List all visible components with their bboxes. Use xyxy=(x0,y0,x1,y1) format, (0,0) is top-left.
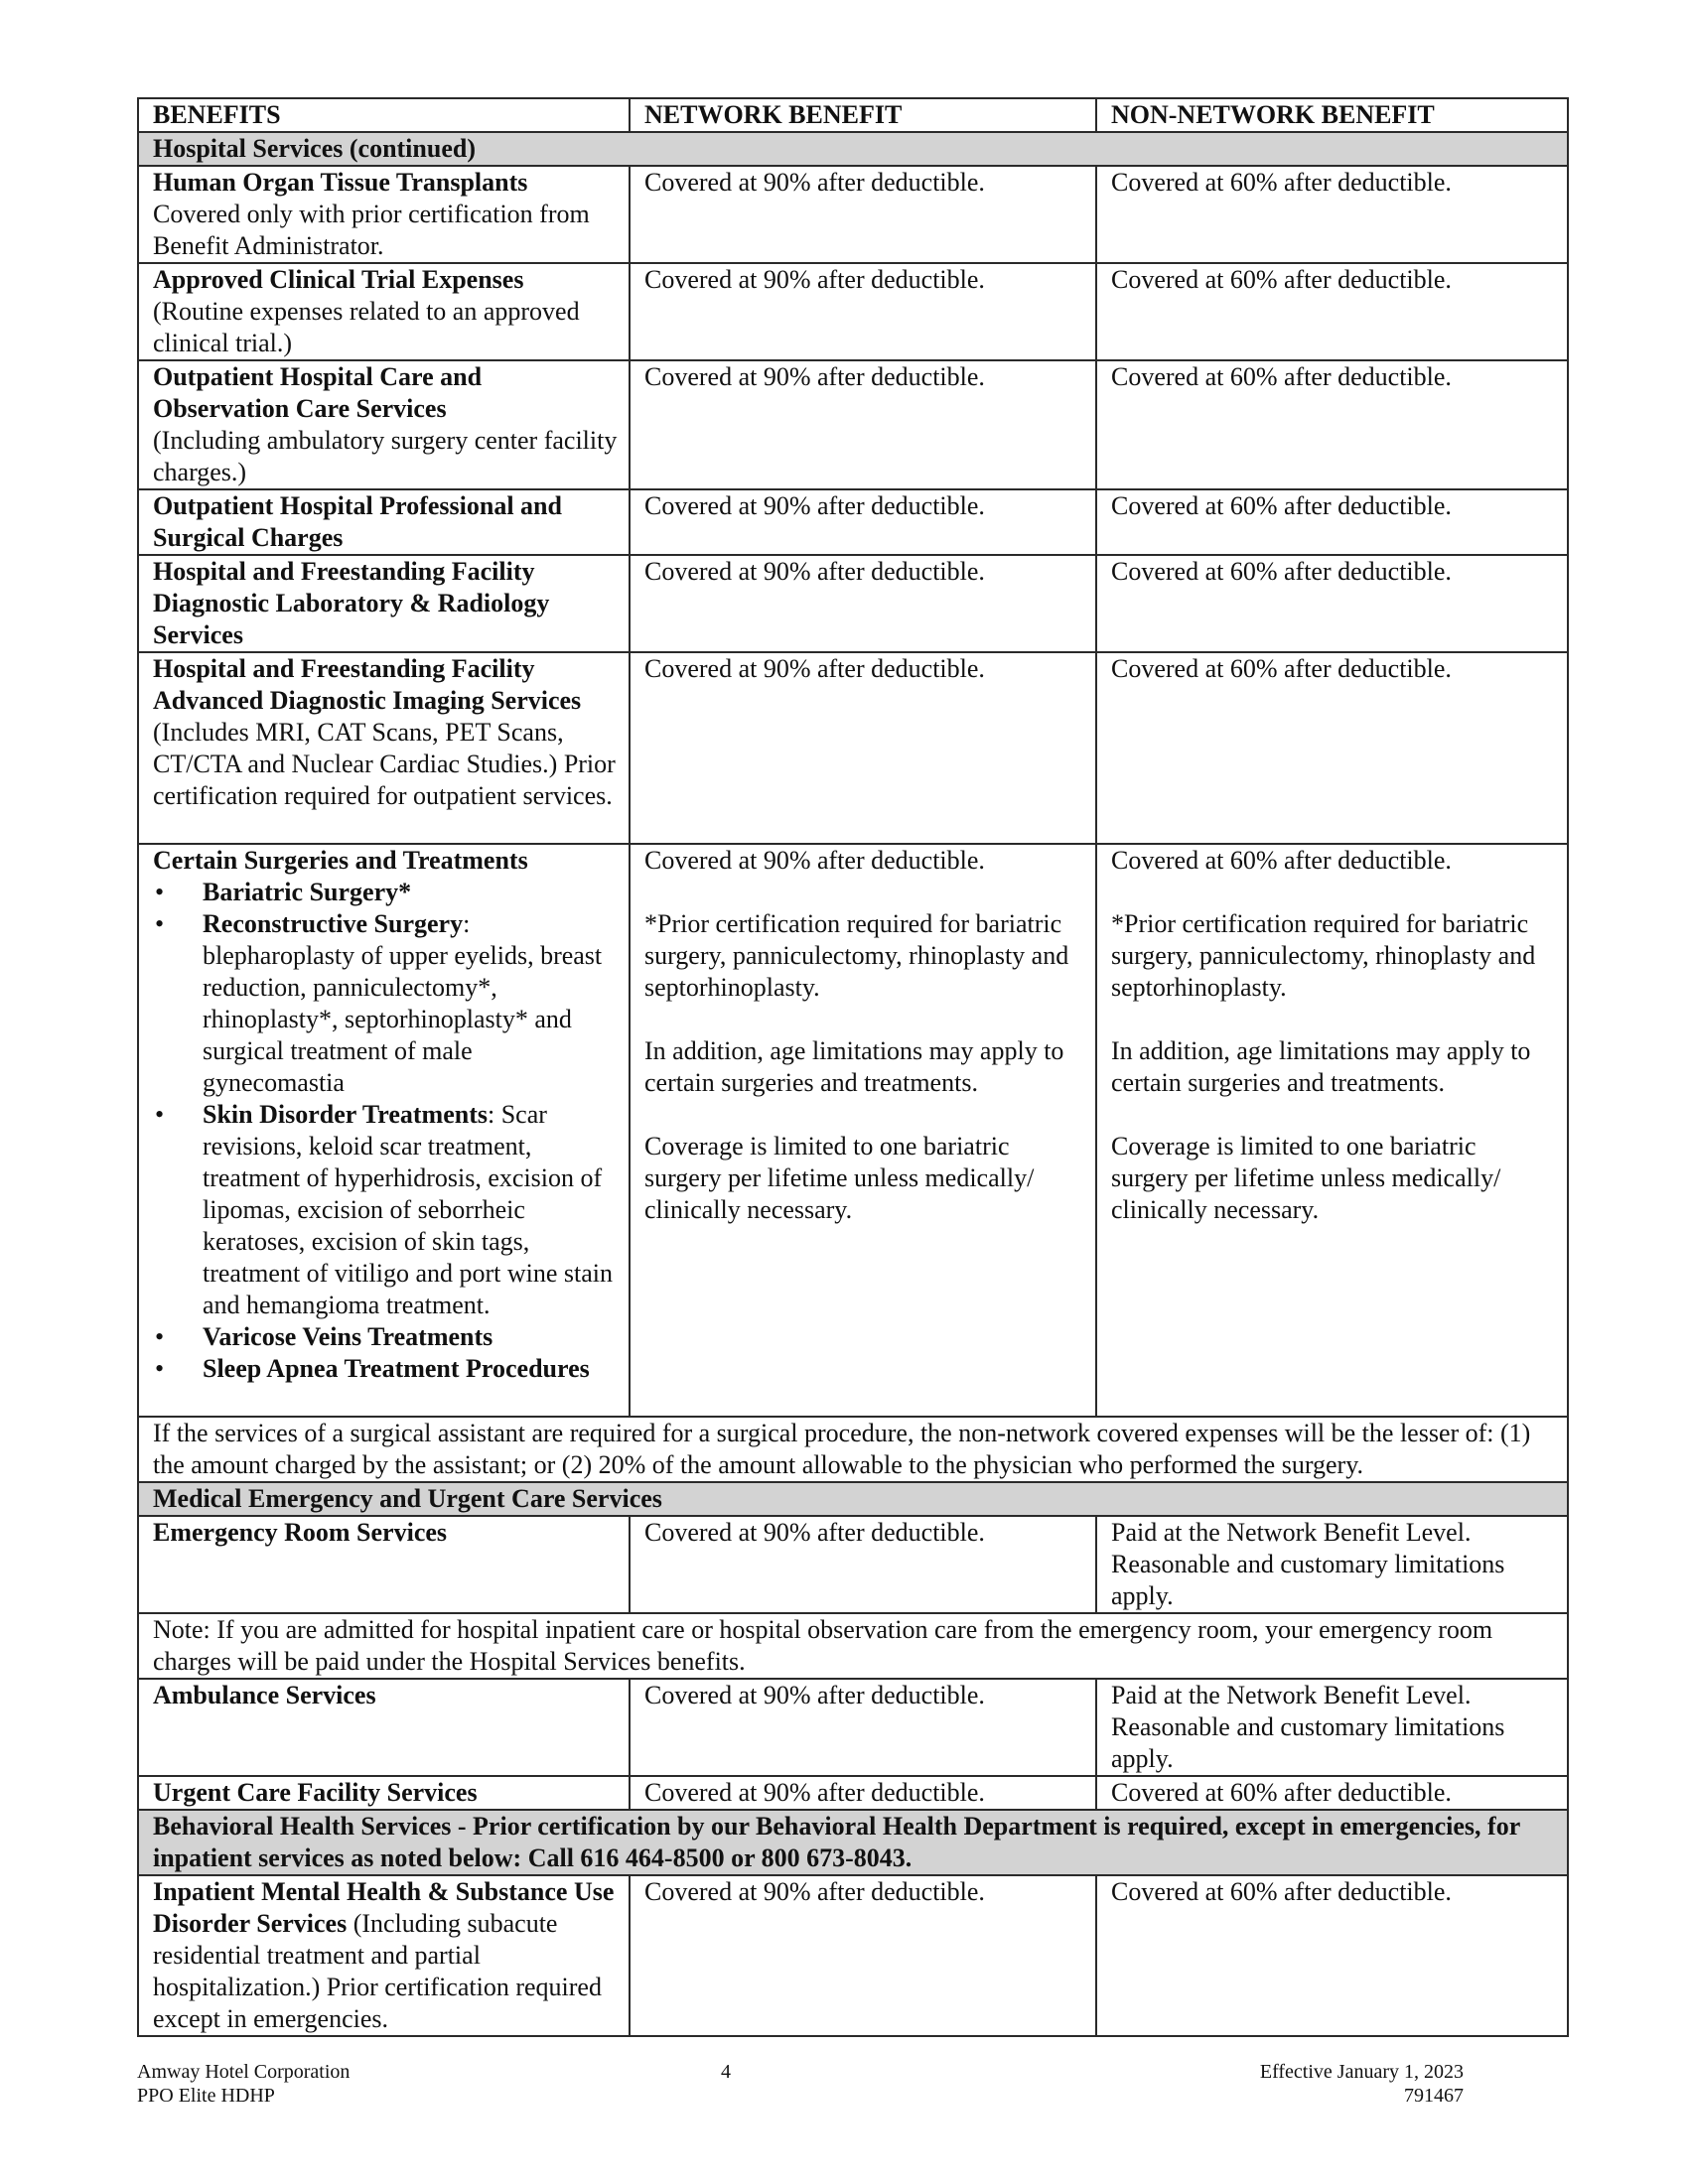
age-limit-note: In addition, age limitations may apply to certain surgeries and treatments. xyxy=(1111,1036,1531,1097)
prior-cert-note: *Prior certification required for bariatric surgery, panniculectomy, rhinoplasty and septorhinoplasty. xyxy=(644,909,1069,1002)
surgical-assistant-note: If the services of a surgical assistant are required for a surgical procedure, the non-network covered expenses will be the lesser of: (1) the amount charged by the assistant; or (2) 20% of the amount allowable to the physician who performed the surgery. xyxy=(138,1417,1568,1482)
non-network-cell: Paid at the Network Benefit Level. Reasonable and customary limitations apply. xyxy=(1096,1516,1568,1613)
benefit-title: Hospital and Freestanding Facility Diagnostic Laboratory & Radiology Services xyxy=(153,557,550,649)
network-cell: Covered at 90% after deductible. xyxy=(630,263,1096,360)
non-network-cell xyxy=(1096,844,1568,1417)
benefit-title: Inpatient Mental Health & Substance Use Disorder Services xyxy=(153,1877,615,1938)
network-cell: Covered at 90% after deductible. xyxy=(630,652,1096,844)
surgery-list xyxy=(153,877,619,1385)
er-note-row xyxy=(138,1613,1568,1679)
network-cell: Covered at 90% after deductible. xyxy=(630,555,1096,652)
benefit-title: Outpatient Hospital Professional and Surgical Charges xyxy=(153,491,562,552)
benefit-cell xyxy=(138,263,630,360)
benefits-table xyxy=(137,97,1569,2037)
non-network-cell: Covered at 60% after deductible. xyxy=(1096,166,1568,263)
non-network-cell: Covered at 60% after deductible. xyxy=(1096,360,1568,489)
coverage-line: Covered at 90% after deductible. xyxy=(644,846,985,875)
network-cell: Covered at 90% after deductible. xyxy=(630,489,1096,555)
network-cell: Covered at 90% after deductible. xyxy=(630,1516,1096,1613)
benefit-title: Certain Surgeries and Treatments xyxy=(153,846,528,875)
er-note: Note: If you are admitted for hospital inpatient care or hospital observation care from the emergency room, your emergency room charges will be paid under the Hospital Services benefits. xyxy=(138,1613,1568,1679)
bullet-title: Varicose Veins Treatments xyxy=(203,1322,493,1351)
benefit-cell xyxy=(138,489,630,555)
section-title: Medical Emergency and Urgent Care Services xyxy=(138,1482,1568,1516)
network-cell: Covered at 90% after deductible. xyxy=(630,1875,1096,2036)
benefit-description: (Routine expenses related to an approved clinical trial.) xyxy=(153,297,580,357)
header-non-network-benefit: NON-NETWORK BENEFIT xyxy=(1096,98,1568,132)
table-row xyxy=(138,263,1568,360)
benefit-cell xyxy=(138,1679,630,1776)
benefit-title: Emergency Room Services xyxy=(153,1518,448,1547)
header-benefits: BENEFITS xyxy=(138,98,630,132)
benefit-cell xyxy=(138,360,630,489)
benefit-cell xyxy=(138,555,630,652)
page-number: 4 xyxy=(721,2061,731,2083)
non-network-cell: Paid at the Network Benefit Level. Reasonable and customary limitations apply. xyxy=(1096,1679,1568,1776)
table-row xyxy=(138,1776,1568,1810)
prior-cert-note: *Prior certification required for bariatric surgery, panniculectomy, rhinoplasty and septorhinoplasty. xyxy=(1111,909,1536,1002)
benefit-description: (Including ambulatory surgery center facility charges.) xyxy=(153,426,618,486)
benefit-cell xyxy=(138,1516,630,1613)
footer-right xyxy=(1260,2060,1464,2108)
table-row xyxy=(138,360,1568,489)
network-cell xyxy=(630,844,1096,1417)
benefit-title: Urgent Care Facility Services xyxy=(153,1778,478,1807)
benefit-title: Human Organ Tissue Transplants xyxy=(153,168,528,197)
table-row xyxy=(138,166,1568,263)
network-cell: Covered at 90% after deductible. xyxy=(630,1679,1096,1776)
list-item xyxy=(153,1099,619,1321)
header-row xyxy=(138,98,1568,132)
network-cell: Covered at 90% after deductible. xyxy=(630,166,1096,263)
section-title: Hospital Services (continued) xyxy=(138,132,1568,166)
benefit-cell xyxy=(138,844,630,1417)
benefit-description: Covered only with prior certification from Benefit Administrator. xyxy=(153,200,590,260)
bullet-title: Reconstructive Surgery xyxy=(203,909,464,938)
network-cell: Covered at 90% after deductible. xyxy=(630,1776,1096,1810)
bullet-title: Skin Disorder Treatments xyxy=(203,1100,488,1129)
footer-plan: PPO Elite HDHP xyxy=(137,2085,275,2107)
table-row-surgeries xyxy=(138,844,1568,1417)
network-cell: Covered at 90% after deductible. xyxy=(630,360,1096,489)
non-network-cell: Covered at 60% after deductible. xyxy=(1096,555,1568,652)
surgical-assistant-note-row xyxy=(138,1417,1568,1482)
footer-doc-number: 791467 xyxy=(1404,2085,1464,2107)
list-item xyxy=(153,908,619,1099)
benefit-cell xyxy=(138,652,630,844)
table-row xyxy=(138,489,1568,555)
table-row xyxy=(138,1875,1568,2036)
table-row xyxy=(138,555,1568,652)
age-limit-note: In addition, age limitations may apply to certain surgeries and treatments. xyxy=(644,1036,1064,1097)
section-behavioral-health xyxy=(138,1810,1568,1875)
bullet-title: Bariatric Surgery* xyxy=(203,878,412,906)
footer-effective-date: Effective January 1, 2023 xyxy=(1259,2061,1464,2083)
header-network-benefit: NETWORK BENEFIT xyxy=(630,98,1096,132)
list-item xyxy=(153,1321,619,1353)
non-network-cell: Covered at 60% after deductible. xyxy=(1096,1776,1568,1810)
benefit-title: Ambulance Services xyxy=(153,1681,376,1709)
section-title: Behavioral Health Services - Prior certification by our Behavioral Health Department is required, except in emergencies, for inpatient services as noted below: Call 616 464-8500 or 800 673-8043. xyxy=(138,1810,1568,1875)
non-network-cell: Covered at 60% after deductible. xyxy=(1096,1875,1568,2036)
benefit-description: (Includes MRI, CAT Scans, PET Scans, CT/CTA and Nuclear Cardiac Studies.) Prior certification required for outpatient services. xyxy=(153,718,616,810)
bariatric-limit-note: Coverage is limited to one bariatric surgery per lifetime unless medically/ clinically necessary. xyxy=(1111,1132,1501,1224)
benefit-title: Outpatient Hospital Care and Observation Care Services xyxy=(153,362,483,423)
section-hospital-services xyxy=(138,132,1568,166)
benefit-title: Approved Clinical Trial Expenses xyxy=(153,265,524,294)
benefit-title: Hospital and Freestanding Facility Advanced Diagnostic Imaging Services xyxy=(153,654,582,715)
non-network-cell: Covered at 60% after deductible. xyxy=(1096,263,1568,360)
benefit-cell xyxy=(138,166,630,263)
table-row xyxy=(138,1679,1568,1776)
section-medical-emergency xyxy=(138,1482,1568,1516)
benefit-cell xyxy=(138,1776,630,1810)
non-network-cell: Covered at 60% after deductible. xyxy=(1096,652,1568,844)
non-network-cell: Covered at 60% after deductible. xyxy=(1096,489,1568,555)
list-item xyxy=(153,877,619,908)
coverage-line: Covered at 60% after deductible. xyxy=(1111,846,1452,875)
footer-left xyxy=(137,2060,350,2108)
table-row xyxy=(138,1516,1568,1613)
bullet-description: : Scar revisions, keloid scar treatment, treatment of hyperhidrosis, excision of lipomas, excision of seborrheic keratoses, excision of skin tags, treatment of vitiligo and port wine stain and hemangioma treatment. xyxy=(203,1100,614,1319)
bullet-description: : blepharoplasty of upper eyelids, breast reduction, panniculectomy*, rhinoplasty*, septorhinoplasty* and surgical treatment of male gynecomastia xyxy=(203,909,603,1097)
table-row xyxy=(138,652,1568,844)
list-item xyxy=(153,1353,619,1385)
bullet-title: Sleep Apnea Treatment Procedures xyxy=(203,1354,590,1383)
footer-company: Amway Hotel Corporation xyxy=(137,2061,351,2083)
benefit-description: (Including subacute residential treatment and partial hospitalization.) Prior certification required except in emergencies. xyxy=(153,1909,602,2033)
bariatric-limit-note: Coverage is limited to one bariatric surgery per lifetime unless medically/ clinically necessary. xyxy=(644,1132,1035,1224)
benefit-cell xyxy=(138,1875,630,2036)
